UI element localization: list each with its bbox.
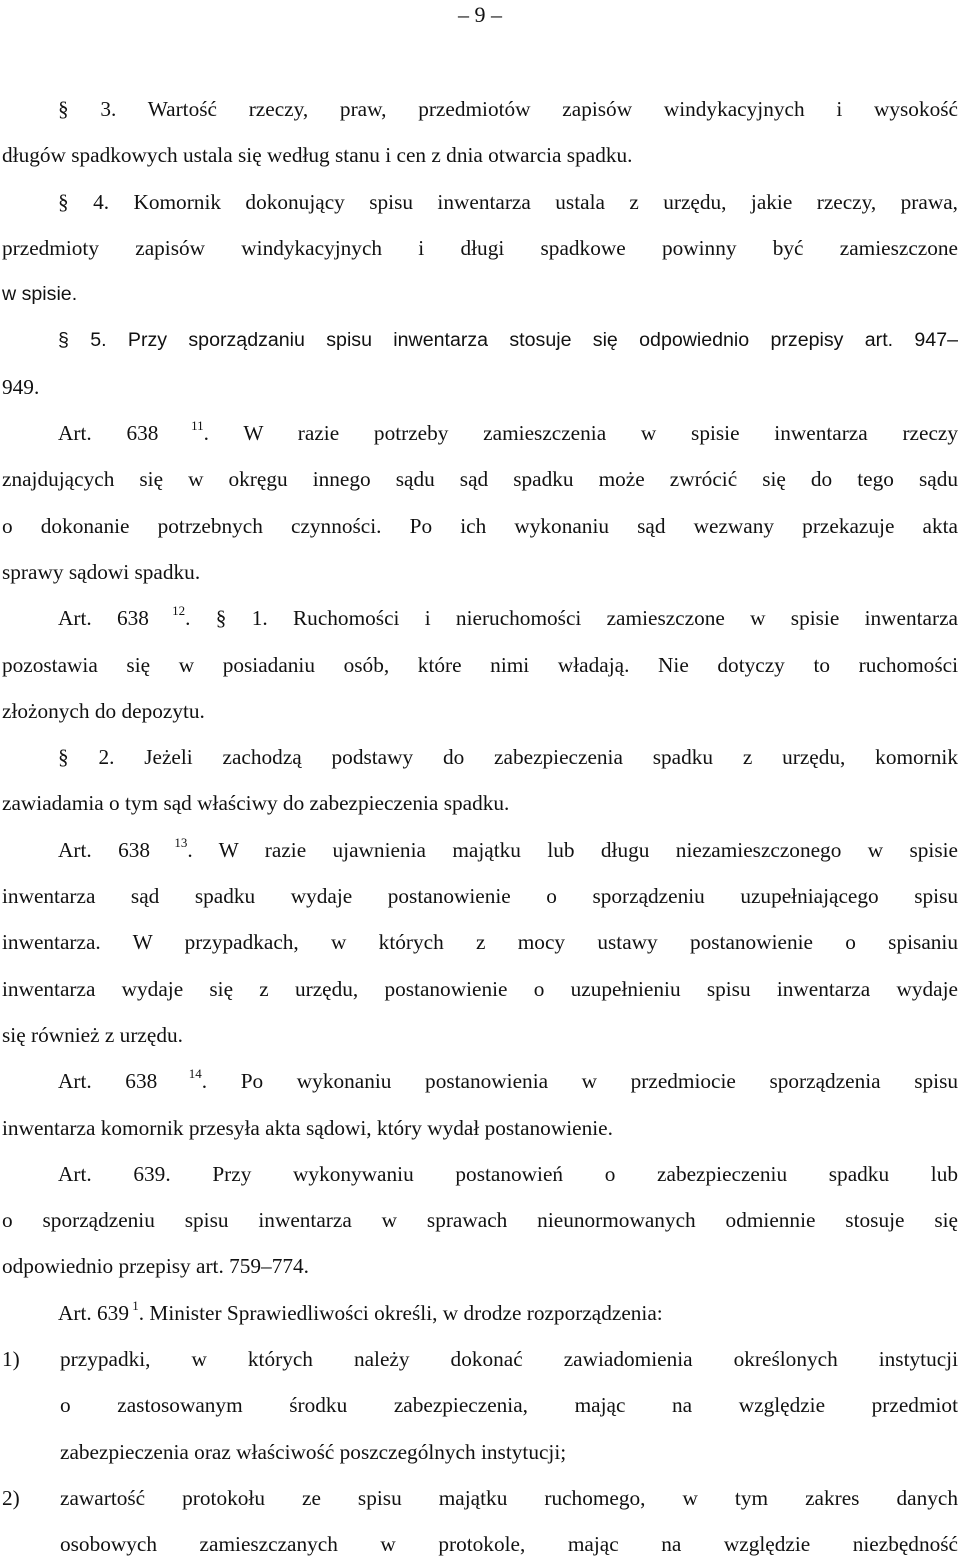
article-638-11 [2,410,958,595]
text-line [2,1290,958,1336]
text-line: § 5. Przy sporządzaniu spisu inwentarza stosuje się odpowiednio przepisy art. 947– [58,329,958,352]
text-line: inwentarza wydaje się z urzędu, postanowienie o uzupełnieniu spisu inwentarza wydaje [2,976,958,1001]
text-line: o zastosowanym środku zabezpieczenia, mając na względzie przedmiot [60,1393,958,1418]
article-638-14 [2,1058,958,1151]
paragraph-par-5 [2,317,958,410]
text-line: Art. 639. Przy wykonywaniu postanowień o zabezpieczeniu spadku lub [58,1161,958,1186]
text-line: w spisie. [2,283,78,306]
text-line [2,595,958,641]
text-line: osobowych zamieszczanych w protokole, mając na względzie niezbędność [60,1532,958,1557]
text-line [2,410,958,456]
text-line: przedmioty zapisów windykacyjnych i długi spadkowe powinny być zamieszczone [2,235,958,260]
text-line: § 2. Jeżeli zachodzą podstawy do zabezpieczenia spadku z urzędu, komornik [58,745,958,770]
article-638-13 [2,827,958,1058]
text-line: inwentarza. W przypadkach, w których z mocy ustawy postanowienie o spisaniu [2,930,958,955]
text-line: przypadki, w których należy dokonać zawiadomienia określonych instytucji [60,1347,958,1372]
article-number: Art. 638 [58,837,151,862]
text-line: znajdujących się w okręgu innego sądu sąd spadku może zwrócić się do tego sądu [2,467,958,492]
paragraph-par-2 [2,734,958,827]
page-number: – 9 – [458,2,502,27]
article-number: Art. 638 [58,421,159,446]
text-line: pozostawia się w posiadaniu osób, które nimi władają. Nie dotyczy to ruchomości [2,652,958,677]
article-text: . W razie potrzeby zamieszczenia w spisie inwentarza rzeczy [203,421,959,446]
text-line [2,827,958,873]
article-text: . Minister Sprawiedliwości określi, w drodze rozporządzenia: [138,1300,663,1325]
text-line: inwentarza komornik przesyła akta sądowi, który wydał postanowienie. [2,1115,613,1140]
text-line: odpowiednio przepisy art. 759–774. [2,1254,309,1279]
article-number: Art. 638 [58,606,149,631]
text-line: 949. [2,374,40,399]
article-superscript: 1 [132,1297,139,1313]
paragraph-par-4 [2,179,958,318]
text-line: o dokonanie potrzebnych czynności. Po ich wykonaniu sąd wezwany przekazuje akta [2,513,958,538]
text-line: długów spadkowych ustala się według stanu i cen z dnia otwarcia spadku. [2,143,633,168]
article-639-1 [2,1290,958,1336]
text-line: zawartość protokołu ze spisu majątku ruchomego, w tym zakres danych [60,1485,958,1510]
text-line: o sporządzeniu spisu inwentarza w sprawach nieunormowanych odmiennie stosuje się [2,1208,958,1233]
text-line: zawiadamia o tym sąd właściwy do zabezpieczenia spadku. [2,791,510,816]
text-line: się również z urzędu. [2,1022,183,1047]
text-line: § 3. Wartość rzeczy, praw, przedmiotów zapisów windykacyjnych i wysokość [58,97,958,121]
text-line: sprawy sądowi spadku. [2,559,201,584]
article-superscript: 14 [188,1066,202,1082]
text-line: inwentarza sąd spadku wydaje postanowienie o sporządzeniu uzupełniającego spisu [2,884,958,909]
text-line: złożonych do depozytu. [2,698,205,723]
paragraph-par-3 [2,86,958,179]
text-line: zabezpieczenia oraz właściwość poszczególnych instytucji; [60,1439,567,1464]
article-text: . Po wykonaniu postanowienia w przedmiocie sporządzenia spisu [201,1069,959,1094]
text-line: § 4. Komornik dokonujący spisu inwentarza ustala z urzędu, jakie rzeczy, prawa, [58,189,958,214]
text-line [2,1058,958,1104]
article-number: Art. 639 [58,1300,129,1325]
article-text: . § 1. Ruchomości i nieruchomości zamieszczone w spisie inwentarza [185,606,958,631]
article-superscript: 12 [172,603,186,619]
article-639 [2,1151,958,1290]
article-number: Art. 638 [58,1069,158,1094]
article-superscript: 13 [174,834,188,850]
document-body [2,86,958,1568]
article-superscript: 11 [191,417,204,433]
list-item [2,1336,958,1475]
list-item-number: 2) [2,1485,20,1510]
article-638-12 [2,595,958,734]
list-item-number: 1) [2,1347,20,1372]
list-item [2,1475,958,1568]
article-text: . W razie ujawnienia majątku lub długu niezamieszczonego w spisie [187,837,958,862]
